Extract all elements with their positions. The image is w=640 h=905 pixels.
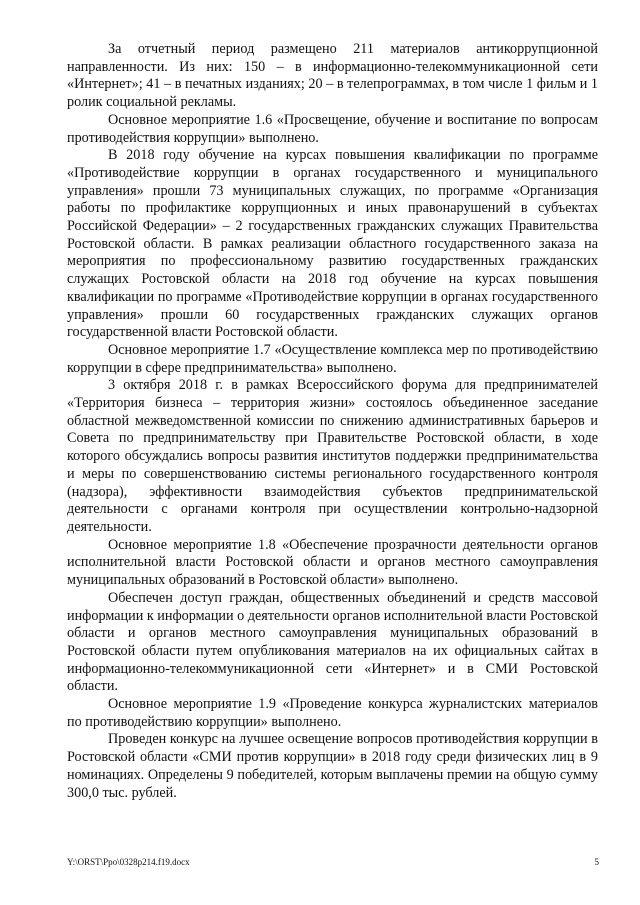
paragraph-media-contest: Проведен конкурс на лучшее освещение вопросов противодействия коррупции в Ростовской области «СМИ против коррупции» в 2018 году среди физических лиц в 9 номинациях. Определены 9 победителей, которым выплачены премии на общую сумму 300,0 тыс. рублей. <box>67 731 598 801</box>
paragraph-measure-1-8: Основное мероприятие 1.8 «Обеспечение прозрачности деятельности органов исполнительной власти Ростовской области и органов местного самоуправления муниципальных образований в Ростовской области» выполнено. <box>67 536 598 589</box>
paragraph-measure-1-6: Основное мероприятие 1.6 «Просвещение, обучение и воспитание по вопросам противодействия коррупции» выполнено. <box>67 111 598 146</box>
page-footer <box>67 857 599 868</box>
document-body <box>67 41 598 802</box>
paragraph-training-2018: В 2018 году обучение на курсах повышения квалификации по программе «Противодействие коррупции в органах государственного и муниципального управления» прошли 73 муниципальных служащих, по программе «Организация работы по профилактике коррупционных и иных правонарушений в субъектах Российской Федерации» – 2 государственных гражданских служащих Правительства Ростовской области. В рамках реализации областного государственного заказа на мероприятия по профессиональному развитию государственных гражданских служащих Ростовской области на 2018 год обучение на курсах повышения квалификации по программе «Противодействие коррупции в органах государственного управления» прошли 60 государственных гражданских служащих органов государственной власти Ростовской области. <box>67 147 598 341</box>
paragraph-measure-1-7: Основное мероприятие 1.7 «Осуществление комплекса мер по противодействию коррупции в сфере предпринимательства» выполнено. <box>67 341 598 376</box>
page-number: 5 <box>594 857 599 867</box>
paragraph-information-access: Обеспечен доступ граждан, общественных объединений и средств массовой информации к информации о деятельности органов исполнительной власти Ростовской области и органов местного самоуправления муниципальных образований в Ростовской области путем опубликования материалов на их официальных сайтах в информационно-телекоммуникационной сети «Интернет» и в СМИ Ростовской области. <box>67 589 598 695</box>
paragraph-measure-1-9: Основное мероприятие 1.9 «Проведение конкурса журналистских материалов по противодействию коррупции» выполнено. <box>67 696 598 730</box>
footer-file-path: Y:\ORST\Ppo\0328p214.f19.docx <box>67 857 190 867</box>
paragraph-business-forum: 3 октября 2018 г. в рамках Всероссийского форума для предпринимателей «Территория бизнеса – территория жизни» состоялось объединенное заседание областной межведомственной комиссии по снижению административных барьеров и Совета по предпринимательству при Правительстве Ростовской области, в ходе которого обсуждались вопросы развития институтов поддержки предпринимательства и меры по совершенствованию системы регионального государственного контроля (надзора), эффективности взаимодействия субъектов предпринимательской деятельности с органами контроля при осуществлении контрольно-надзорной деятельности. <box>67 377 598 535</box>
paragraph-materials-published: За отчетный период размещено 211 материалов антикоррупционной направленности. Из них: 150 – в информационно-телекоммуникационной сети «Интернет»; 41 – в печатных изданиях; 20 – в телепрограммах, в том числе 1 фильм и 1 ролик социальной рекламы. <box>67 41 598 111</box>
